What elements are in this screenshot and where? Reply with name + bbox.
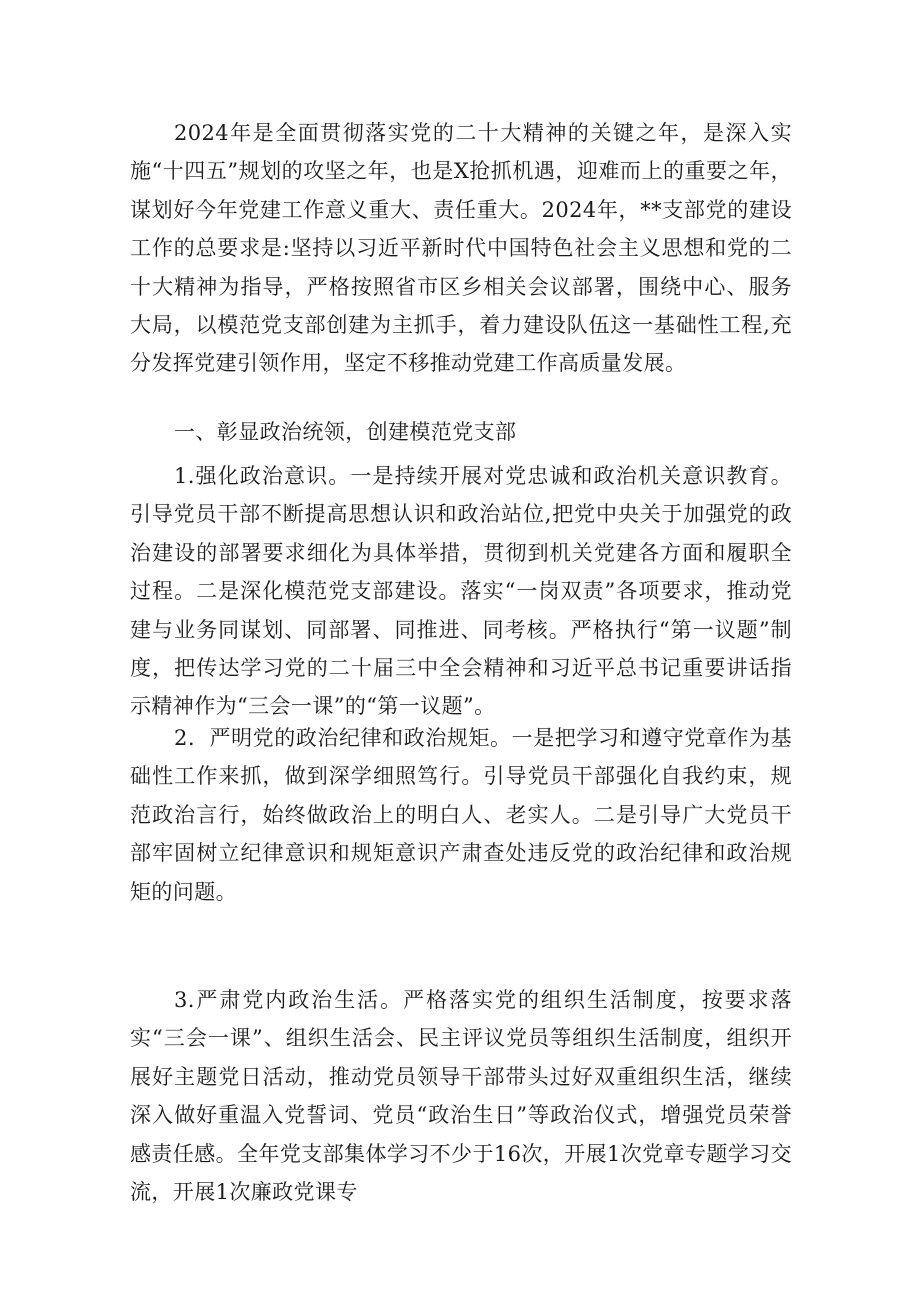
item-3-paragraph: 3.严肃党内政治生活。严格落实党的组织生活制度，按要求落实“三会一课”、组织生活会、民主评议党员等组织生活制度，组织开展好主题党日活动，推动党员领导干部带头过好双重组织生活，继续深入做好重温入党誓词、党员“政治生日”等政治仪式，增强党员荣誉感责任感。全年党支部集体学习不少于16次，开展1次党章专题学习交流，开展1次廉政党课专 <box>130 988 792 1205</box>
item-1-paragraph: 1.强化政治意识。一是持续开展对党忠诚和政治机关意识教育。引导党员干部不断提高思想认识和政治站位,把党中央关于加强党的政治建设的部署要求细化为具体举措，贯彻到机关党建各方面和履职全过程。二是深化模范党支部建设。落实“一岗双责”各项要求，推动党建与业务同谋划、同部署、同推进、同考核。严格执行“第一议题”制度，把传达学习党的二十届三中全会精神和习近平总书记重要讲话指示精神作为“三会一课”的“第一议题”。 <box>130 464 792 719</box>
item-2-paragraph: 2．严明党的政治纪律和政治规矩。一是把学习和遵守党章作为基础性工作来抓，做到深学细照笃行。引导党员干部强化自我约束，规范政治言行，始终做政治上的明白人、老实人。二是引导广大党员干部牢固树立纪律意识和规矩意识产肃查处违反党的政治纪律和政治规矩的问题。 <box>130 726 792 904</box>
intro-paragraph: 2024年是全面贯彻落实党的二十大精神的关键之年，是深入实施“十四五”规划的攻坚之年，也是X抢抓机遇，迎难而上的重要之年，谋划好今年党建工作意义重大、责任重大。2024年，**支部党的建设工作的总要求是:坚持以习近平新时代中国特色社会主义思想和党的二十大精神为指导，严格按照省市区乡相关会议部署，围绕中心、服务大局，以模范党支部创建为主抓手，着力建设队伍这一基础性工程,充分发挥党建引领作用，坚定不移推动党建工作高质量发展。 <box>130 121 792 376</box>
section-heading: 一、彰显政治统领，创建模范党支部 <box>174 420 517 444</box>
